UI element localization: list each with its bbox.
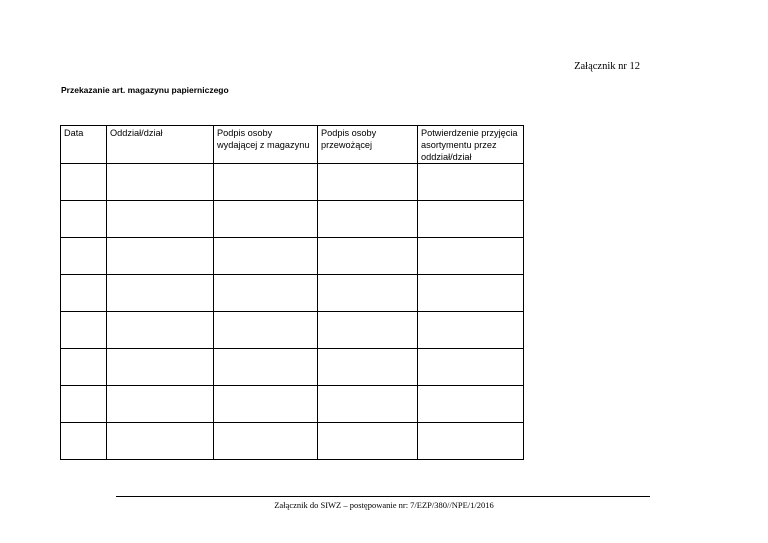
attachment-label: Załącznik nr 12 [574, 61, 640, 72]
cell-carrier-signature [318, 201, 418, 238]
table-row [61, 275, 524, 312]
cell-issuer-signature [214, 423, 318, 460]
cell-date [61, 275, 107, 312]
cell-carrier-signature [318, 238, 418, 275]
footer-divider [116, 496, 650, 497]
cell-receipt-confirmation [418, 423, 524, 460]
cell-department [107, 275, 214, 312]
cell-carrier-signature [318, 349, 418, 386]
cell-carrier-signature [318, 275, 418, 312]
table-row [61, 312, 524, 349]
cell-receipt-confirmation [418, 312, 524, 349]
column-header-date: Data [61, 126, 107, 164]
cell-carrier-signature [318, 312, 418, 349]
cell-receipt-confirmation [418, 238, 524, 275]
cell-carrier-signature [318, 164, 418, 201]
cell-receipt-confirmation [418, 275, 524, 312]
table-row [61, 386, 524, 423]
cell-date [61, 238, 107, 275]
table-row [61, 423, 524, 460]
cell-department [107, 164, 214, 201]
table-header-row [61, 126, 524, 164]
cell-carrier-signature [318, 423, 418, 460]
cell-issuer-signature [214, 238, 318, 275]
cell-department [107, 423, 214, 460]
footer-text: Załącznik do SIWZ – postępowanie nr: 7/EZP/380//NPE/1/2016 [274, 500, 494, 510]
cell-date [61, 201, 107, 238]
cell-date [61, 312, 107, 349]
cell-department [107, 238, 214, 275]
cell-department [107, 386, 214, 423]
cell-carrier-signature [318, 386, 418, 423]
cell-issuer-signature [214, 349, 318, 386]
column-header-carrier-signature: Podpis osoby przewożącej [318, 126, 418, 164]
cell-date [61, 164, 107, 201]
cell-date [61, 349, 107, 386]
table-row [61, 164, 524, 201]
cell-department [107, 349, 214, 386]
cell-issuer-signature [214, 386, 318, 423]
cell-issuer-signature [214, 164, 318, 201]
cell-department [107, 201, 214, 238]
cell-receipt-confirmation [418, 386, 524, 423]
column-header-receipt-confirmation: Potwierdzenie przyjęcia asortymentu przez oddział/dział [418, 126, 524, 164]
column-header-issuer-signature: Podpis osoby wydającej z magazynu [214, 126, 318, 164]
cell-issuer-signature [214, 312, 318, 349]
cell-receipt-confirmation [418, 164, 524, 201]
cell-receipt-confirmation [418, 201, 524, 238]
table-row [61, 349, 524, 386]
column-header-department: Oddział/dział [107, 126, 214, 164]
cell-date [61, 423, 107, 460]
cell-department [107, 312, 214, 349]
transfer-table [60, 125, 524, 460]
table-row [61, 201, 524, 238]
table-row [61, 238, 524, 275]
cell-issuer-signature [214, 201, 318, 238]
document-title: Przekazanie art. magazynu papierniczego [61, 85, 229, 95]
cell-receipt-confirmation [418, 349, 524, 386]
cell-issuer-signature [214, 275, 318, 312]
cell-date [61, 386, 107, 423]
table-body [61, 164, 524, 460]
